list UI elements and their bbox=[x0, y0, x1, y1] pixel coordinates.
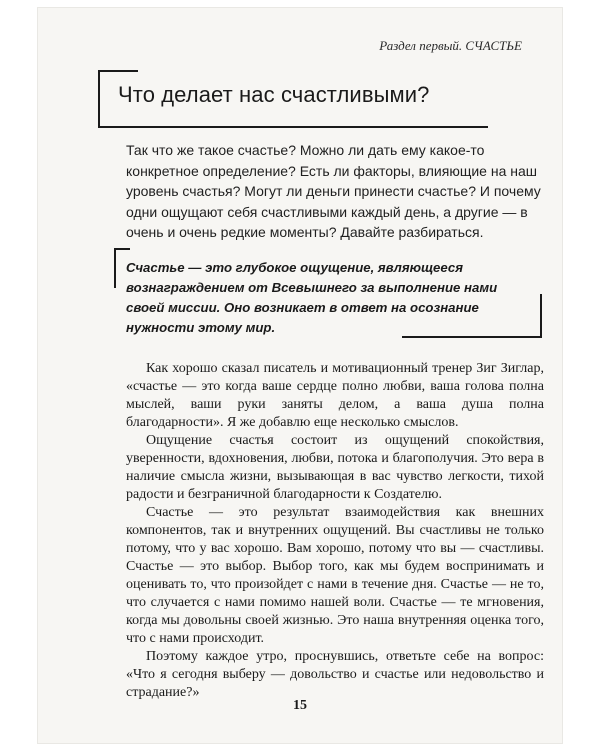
page-number: 15 bbox=[293, 698, 307, 713]
pull-quote-text: Счастье — это глубокое ощущение, являющееся вознаграждением от Всевышнего за выполнение нами своей миссии. Оно возникает в ответ на осознание нужности этому мир. bbox=[126, 260, 498, 335]
body-text bbox=[126, 360, 544, 702]
heading-frame bbox=[98, 70, 488, 128]
quote-frame-top-rule bbox=[114, 248, 130, 250]
body-paragraph: Как хорошо сказал писатель и мотивационный тренер Зиг Зиглар, «счастье — это когда ваше сердце полно любви, ваша голова полна мыслей, ваши руки заняты делом, а ваша душа полна благодарности». Я же добавлю еще несколько смыслов. bbox=[126, 361, 544, 430]
quote-frame-left-rule bbox=[114, 248, 116, 288]
body-paragraph: Счастье — это результат взаимодействия как внешних компонентов, так и внутренних ощущений. Вы счастливы не только потому, что у вас хорошо. Вам хорошо, потому что вы — счастливы. Счастье — это выбор. Выбор того, как мы будем воспринимать и оценивать то, что произойдет с нами в течение дня. Счастье — не то, что случается с нами помимо нашей воли. Счастье — те мгновения, когда мы довольны своей жизнью. Это наша внутренняя оценка того, что с нами происходит. bbox=[126, 505, 544, 646]
quote-frame bbox=[114, 248, 542, 338]
chapter-heading: Что делает нас счастливыми? bbox=[118, 82, 430, 107]
body-paragraph: Поэтому каждое утро, проснувшись, ответьте себе на вопрос: «Что я сегодня выберу — довольство и счастье или недовольство и страдание?» bbox=[126, 649, 544, 700]
pull-quote bbox=[126, 258, 526, 338]
intro-text: Так что же такое счастье? Можно ли дать ему какое-то конкретное определение? Есть ли факторы, влияющие на наш уровень счастья? Могут ли деньги принести счастье? И почему одни ощущают себя счастливыми каждый день, а другие — в очень и очень редкие моменты? Давайте разбираться. bbox=[126, 142, 541, 241]
running-head: Раздел первый. СЧАСТЬЕ bbox=[379, 38, 522, 53]
heading-frame-left-rule bbox=[98, 70, 100, 128]
quote-frame-right-rule bbox=[540, 294, 542, 338]
heading-frame-top-rule bbox=[98, 70, 138, 72]
intro-paragraph bbox=[126, 140, 544, 243]
heading-frame-bottom-rule bbox=[98, 126, 488, 128]
body-paragraph: Ощущение счастья состоит из ощущений спокойствия, уверенности, вдохновения, любви, потока и благополучия. Это вера в наличие смысла жизни, вызывающая в вас чувство легкости, тихой радости и безграничной благодарности к Создателю. bbox=[126, 433, 544, 502]
book-page bbox=[38, 8, 562, 743]
